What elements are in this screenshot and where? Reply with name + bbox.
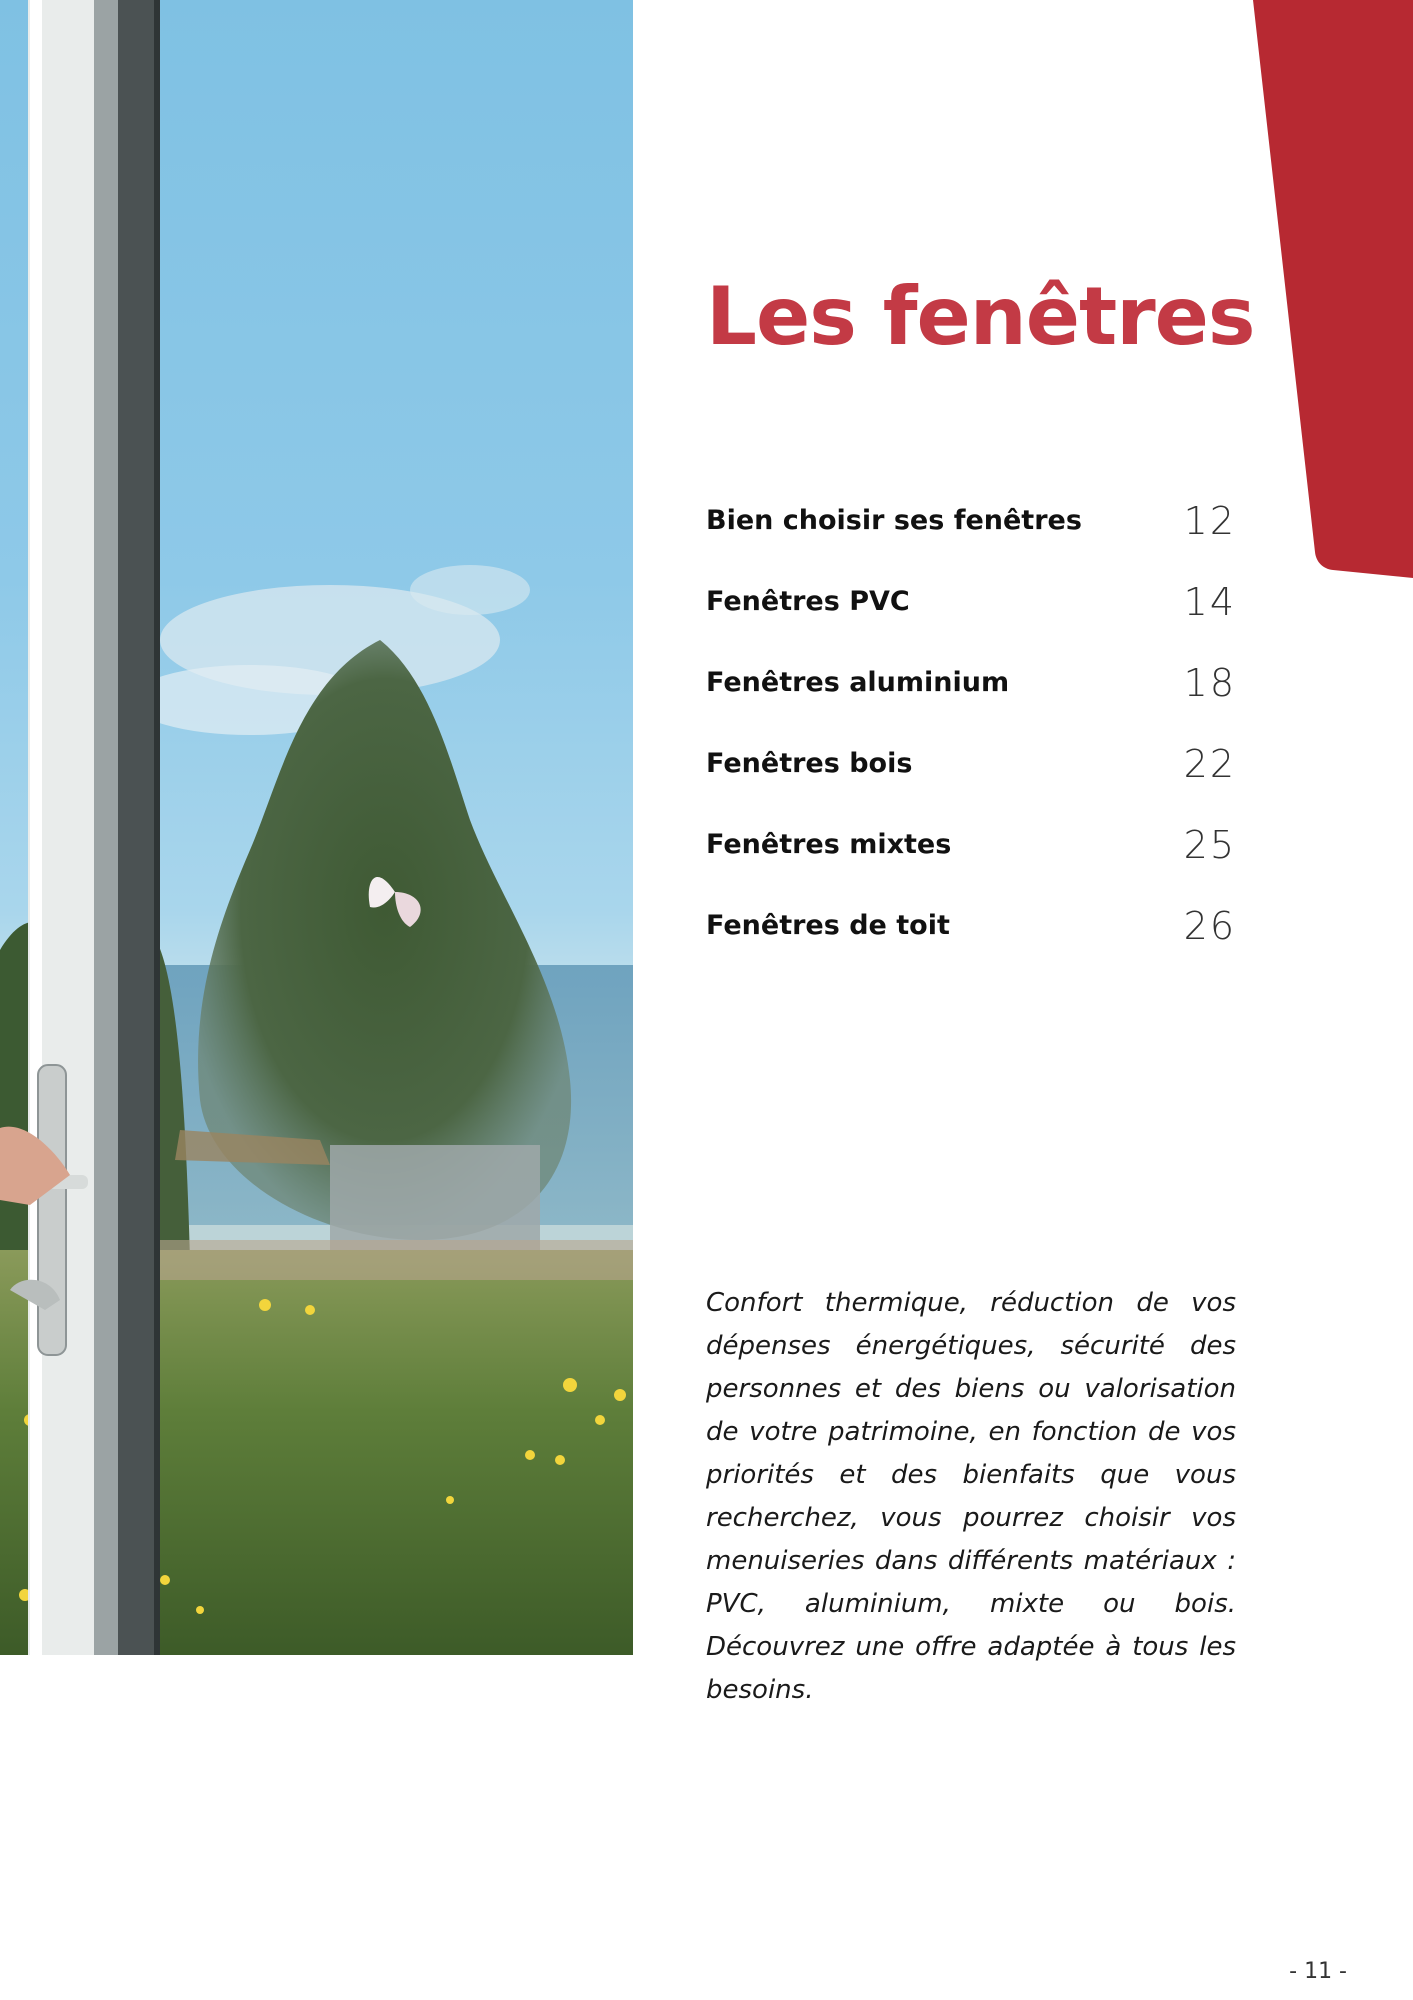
table-of-contents <box>706 480 1236 966</box>
toc-item-page: 22 <box>1183 741 1236 786</box>
toc-item-label: Fenêtres mixtes <box>706 829 952 860</box>
toc-item-page: 18 <box>1183 660 1236 705</box>
page-title: Les fenêtres <box>706 270 1255 363</box>
toc-item-label: Bien choisir ses fenêtres <box>706 505 1082 536</box>
intro-paragraph: Confort thermique, réduction de vos dépenses énergétiques, sécurité des personnes et des biens ou valorisation de votre patrimoine, en fonction de vos priorités et des bienfaits que vous recherchez, vous pourrez choisir vos menuiseries dans différents matériaux : PVC, aluminium, mixte ou bois. Découvrez une offre adaptée à tous les besoins. <box>706 1288 1236 1705</box>
toc-item[interactable] <box>706 804 1236 885</box>
toc-item-page: 25 <box>1183 822 1236 867</box>
toc-item-page: 12 <box>1183 498 1236 543</box>
window-photo <box>0 0 633 1655</box>
page-number: - 11 - <box>1289 1959 1347 1984</box>
toc-item-page: 26 <box>1183 903 1236 948</box>
toc-item-label: Fenêtres de toit <box>706 910 950 941</box>
toc-item-label: Fenêtres bois <box>706 748 913 779</box>
toc-item[interactable] <box>706 480 1236 561</box>
red-corner-tab <box>1253 0 1413 580</box>
toc-item[interactable] <box>706 885 1236 966</box>
toc-item[interactable] <box>706 723 1236 804</box>
toc-item-label: Fenêtres PVC <box>706 586 910 617</box>
window-photo-illustration <box>0 0 633 1655</box>
toc-item-page: 14 <box>1183 579 1236 624</box>
toc-item[interactable] <box>706 642 1236 723</box>
toc-item[interactable] <box>706 561 1236 642</box>
toc-item-label: Fenêtres aluminium <box>706 667 1010 698</box>
